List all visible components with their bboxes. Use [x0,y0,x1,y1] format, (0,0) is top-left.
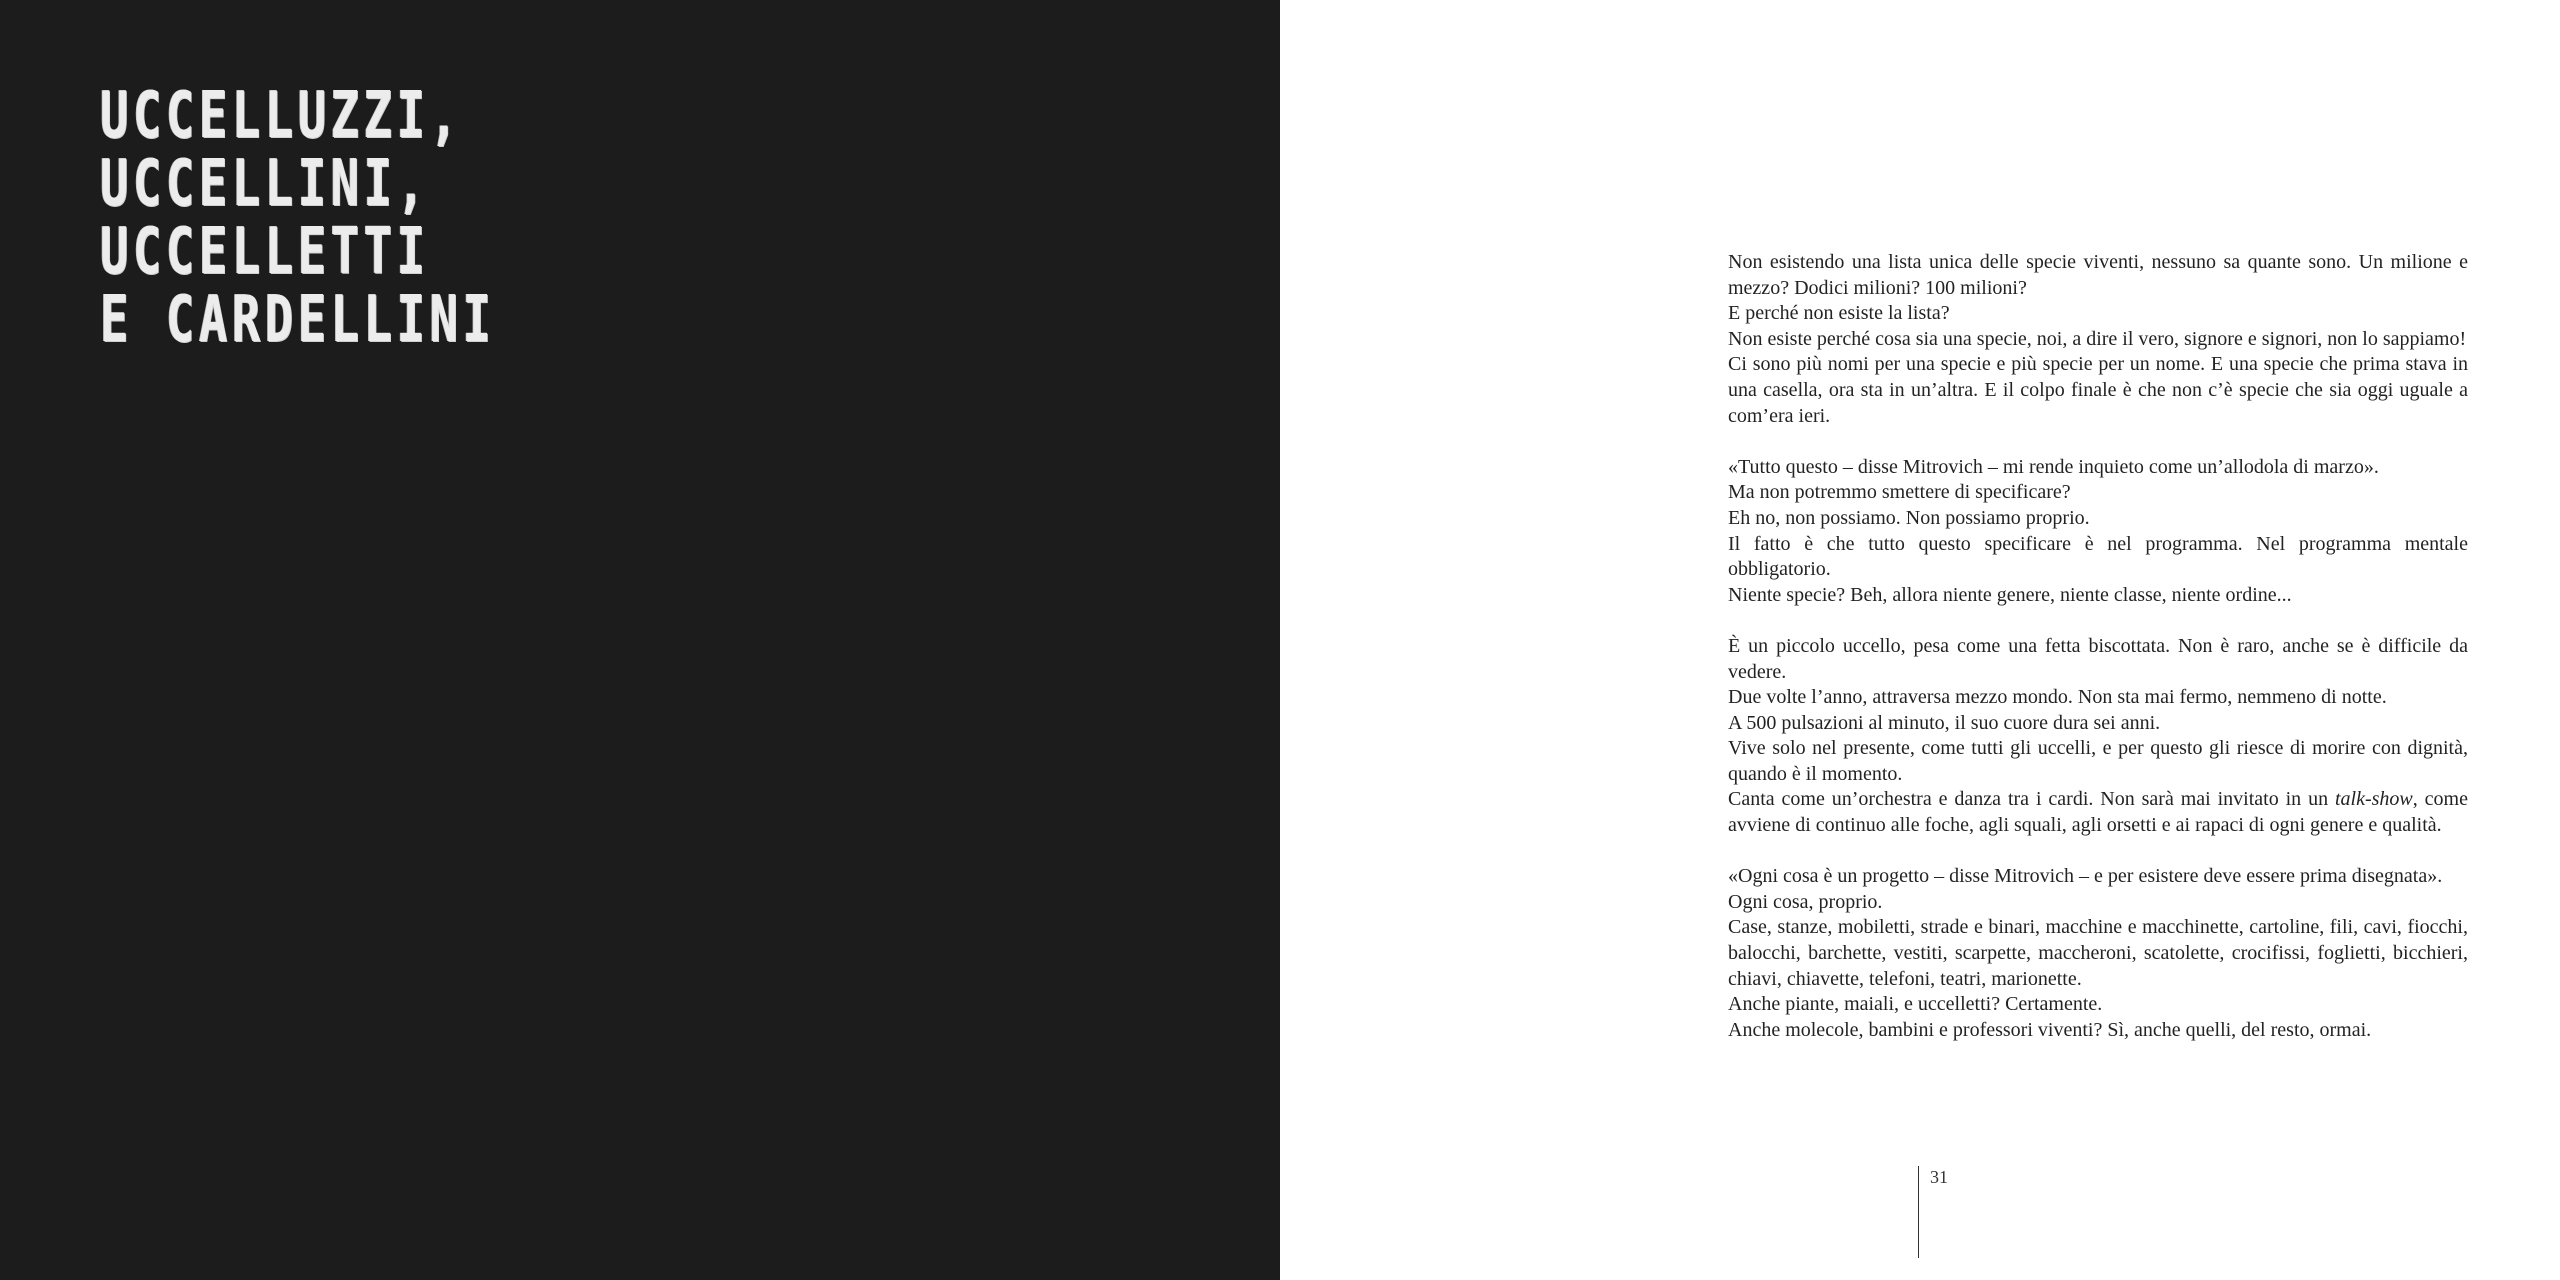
italic-term: talk-show [2335,788,2413,811]
paragraph [1728,455,2468,609]
text-line: E perché non esiste la lista? [1728,302,1950,325]
chapter-title-line: E CARDELLINI [100,283,496,357]
page-number-rule [1918,1166,1919,1258]
right-page [1280,0,2560,1280]
text-line: «Tutto questo – disse Mitrovich – mi rende inquieto come un’allodola di marzo». [1728,455,2379,478]
text-line: Ogni cosa, proprio. [1728,890,1883,913]
paragraph [1728,634,2468,839]
text-line: Vive solo nel presente, come tutti gli uccelli, e per questo gli riesce di morire con dignità, quando è il momento. [1728,737,2468,785]
text-line: Eh no, non possiamo. Non possiamo proprio. [1728,506,2090,529]
text-line: Ci sono più nomi per una specie e più specie per un nome. E una specie che prima stava in una casella, ora sta in un’altra. E il colpo finale è che non c’è specie che sia oggi uguale a com’era ieri. [1728,353,2468,427]
chapter-title-line: UCCELLETTI [100,215,430,289]
text-line: Anche molecole, bambini e professori viventi? Sì, anche quelli, del resto, ormai. [1728,1018,2372,1041]
text-line: Anche piante, maiali, e uccelletti? Certamente. [1728,993,2103,1016]
paragraph [1728,250,2468,429]
text-line: Il fatto è che tutto questo specificare è nel programma. Nel programma mentale obbligatorio. [1728,532,2468,581]
text-line: Non esiste perché cosa sia una specie, noi, a dire il vero, signore e signori, non lo sappiamo! [1728,327,2467,350]
chapter-title-line: UCCELLINI, [100,147,430,221]
page-number: 31 [1930,1167,1948,1187]
paragraph [1728,864,2468,1043]
text-line: A 500 pulsazioni al minuto, il suo cuore dura sei anni. [1728,711,2161,734]
text-line: Niente specie? Beh, allora niente genere, niente classe, niente ordine... [1728,583,2292,606]
text-line: Case, stanze, mobiletti, strade e binari, macchine e macchinette, cartoline, fili, cavi, fiocchi, balocchi, barchette, vestiti, scarpette, maccheroni, scatolette, crocifissi, foglietti, bicchieri, chiavi, chiavette, telefoni, teatri, marionette. [1728,916,2468,990]
text-line: «Ogni cosa è un progetto – disse Mitrovich – e per esistere deve essere prima disegnata». [1728,865,2443,888]
text-line: Ma non potremmo smettere di specificare? [1728,481,2071,504]
chapter-title [100,79,496,357]
text-line: Canta come un’orchestra e danza tra i cardi. Non sarà mai invitato in un talk-show, come avviene di continuo alle foche, agli squali, agli orsetti e ai rapaci di ogni genere e qualità. [1728,788,2468,837]
chapter-title-line: UCCELLUZZI, [100,79,463,153]
text-line: Due volte l’anno, attraversa mezzo mondo. Non sta mai fermo, nemmeno di notte. [1728,686,2387,709]
text-line: Non esistendo una lista unica delle specie viventi, nessuno sa quante sono. Un milione e mezzo? Dodici milioni? 100 milioni? [1728,251,2468,299]
text-line: È un piccolo uccello, pesa come una fetta biscottata. Non è raro, anche se è difficile da vedere. [1728,634,2468,683]
body-text [1728,250,2468,1069]
